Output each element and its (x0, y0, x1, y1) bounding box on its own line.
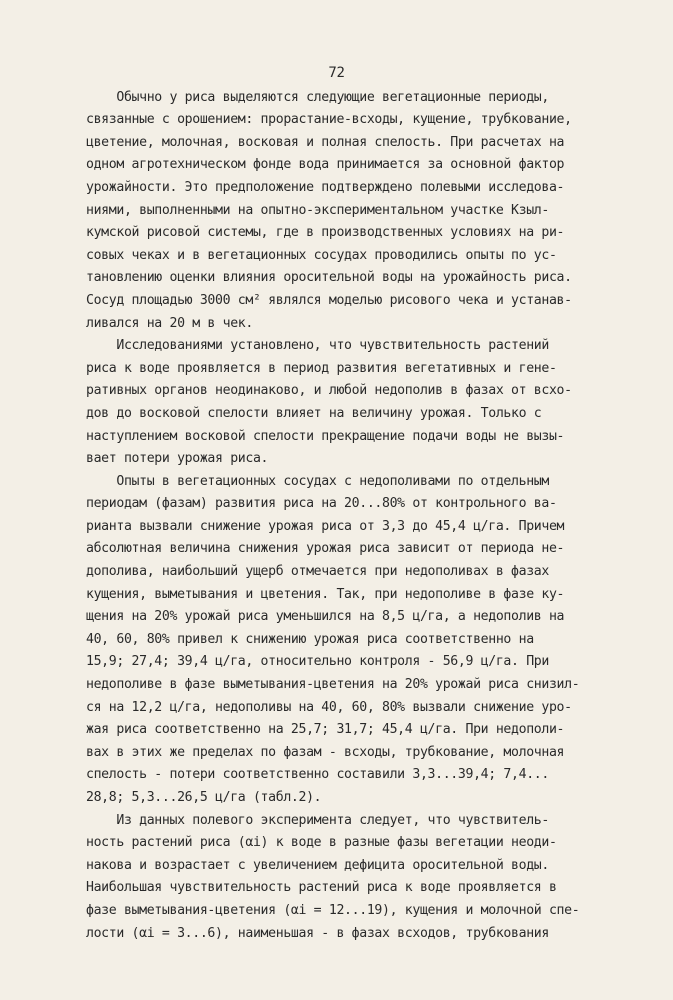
text-line: недополиве в фазе выметывания-цветения на 20% урожай риса снизил- (86, 677, 580, 693)
text-line: тановлению оценки влияния оросительной воды на урожайность риса. (86, 270, 572, 286)
document-body (86, 87, 615, 946)
text-line: ниями, выполненными на опытно-экспериментальном участке Кзыл- (86, 202, 549, 218)
text-line: Наибольшая чувствительность растений риса к воде проявляется в (86, 880, 557, 896)
text-line: 15,9; 27,4; 39,4 ц/га, относительно контроля - 56,9 ц/га. При (86, 654, 549, 670)
text-line: ливался на 20 м в чек. (86, 315, 253, 331)
text-line: рианта вызвали снижение урожая риса от 3,3 до 45,4 ц/га. Причем (86, 518, 565, 534)
text-line: периодам (фазам) развития риса на 20...80% от контрольного ва- (86, 496, 557, 512)
text-line: 28,8; 5,3...26,5 ц/га (табл.2). (86, 790, 322, 805)
text-line: ность растений риса (αi) к воде в разные фазы вегетации неоди- (86, 835, 557, 851)
text-line: фазе выметывания-цветения (αi = 12...19), кущения и молочной спе- (86, 902, 580, 918)
text-line: связанные с орошением: прорастание-всходы, кущение, трубкование, (86, 112, 572, 128)
text-line: кущения, выметывания и цветения. Так, при недополиве в фазе ку- (86, 586, 565, 602)
text-line: накова и возрастает с увеличением дефицита оросительной воды. (86, 857, 549, 873)
text-line: лости (αi = 3...6), наименьшая - в фазах всходов, трубкования (86, 925, 549, 941)
text-line: абсолютная величина снижения урожая риса зависит от периода не- (86, 541, 565, 557)
text-line: ративных органов неодинаково, и любой недополив в фазах от всхо- (86, 383, 572, 399)
text-line: риса к воде проявляется в период развития вегетативных и гене- (86, 360, 557, 376)
text-line: вах в этих же пределах по фазам - всходы, трубкование, молочная (86, 744, 565, 760)
text-line: урожайности. Это предположение подтверждено полевыми исследова- (86, 179, 565, 195)
text-line: кумской рисовой системы, где в производственных условиях на ри- (86, 225, 565, 241)
text-line: совых чеках и в вегетационных сосудах проводились опыты по ус- (86, 247, 557, 263)
text-line: Обычно у риса выделяются следующие вегетационные периоды, (86, 89, 549, 105)
text-line: вает потери урожая риса. (86, 451, 269, 467)
text-line: жая риса соответственно на 25,7; 31,7; 45,4 ц/га. При недополи- (86, 722, 565, 738)
text-line: одном агротехническом фонде вода принимается за основной фактор (86, 157, 565, 173)
text-line: Из данных полевого эксперимента следует, что чувствитель- (86, 812, 549, 828)
text-line: дов до восковой спелости влияет на величину урожая. Только с (86, 405, 542, 421)
page-number: 72 (328, 65, 345, 81)
paragraph (86, 810, 615, 946)
text-line: Опыты в вегетационных сосудах с недополивами по отдельным (86, 473, 549, 489)
text-line: Сосуд площадью 3000 см² являлся моделью рисового чека и устанав- (86, 292, 572, 308)
text-line: щения на 20% урожай риса уменьшился на 8,5 ц/га, а недополив на (86, 609, 565, 625)
text-line: спелость - потери соответственно составили 3,3...39,4; 7,4... (86, 767, 549, 783)
text-line: дополива, наибольший ущерб отмечается при недополивах в фазах (86, 564, 549, 580)
paragraph (86, 471, 615, 810)
text-line: наступлением восковой спелости прекращение подачи воды не вызы- (86, 428, 565, 444)
paragraph (86, 335, 615, 471)
text-line: 40, 60, 80% привел к снижению урожая риса соответственно на (86, 631, 534, 647)
text-line: Исследованиями установлено, что чувствительность растений (86, 338, 549, 354)
text-line: цветение, молочная, восковая и полная спелость. При расчетах на (86, 134, 565, 150)
text-line: ся на 12,2 ц/га, недополивы на 40, 60, 80% вызвали снижение уро- (86, 699, 572, 715)
paragraph (86, 87, 615, 336)
